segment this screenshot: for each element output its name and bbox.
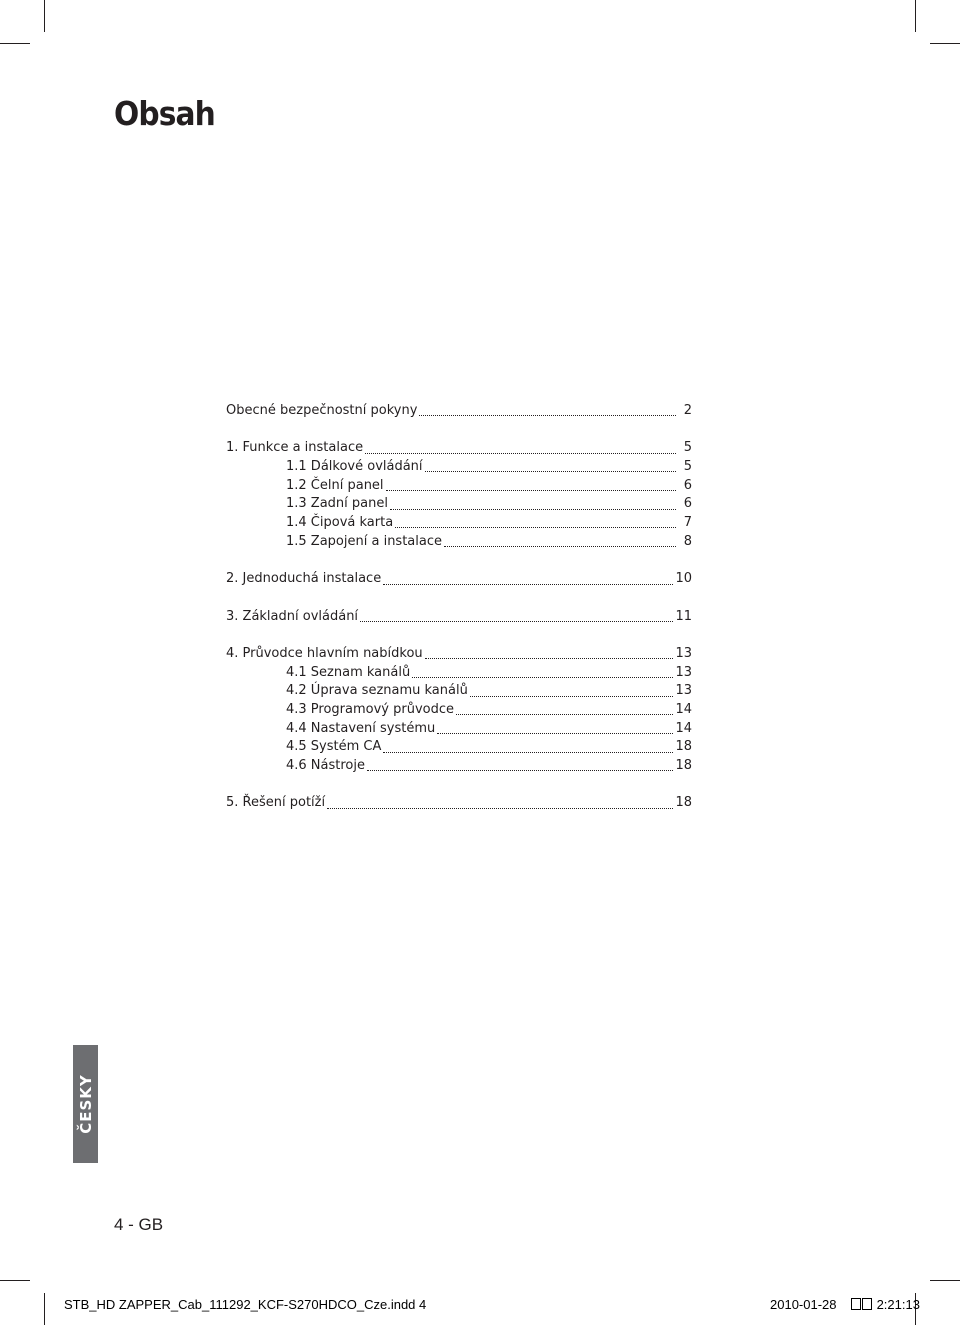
toc-entry-label: 4.5 Systém CA	[286, 739, 382, 755]
toc-leader-dots	[444, 545, 676, 547]
crop-mark-top-right	[930, 43, 960, 44]
toc-leader-dots	[395, 526, 676, 528]
toc-entry	[226, 720, 692, 739]
missing-glyph-icon	[862, 1298, 872, 1310]
toc-leader-dots	[383, 583, 673, 585]
toc-leader-dots	[365, 452, 676, 454]
toc-entry-page: 14	[675, 702, 692, 717]
page-number: 4 - GB	[114, 1215, 164, 1234]
toc-entry-label: 4.4 Nastavení systému	[286, 720, 436, 736]
toc-entry	[226, 701, 692, 720]
toc-entry-page: 13	[675, 645, 692, 661]
toc-entry	[226, 664, 692, 683]
toc-entry-page: 6	[683, 477, 692, 493]
missing-glyph-icon	[851, 1298, 861, 1310]
crop-mark-bottom-right	[930, 1280, 960, 1281]
toc-entry	[226, 439, 692, 458]
toc-leader-dots	[412, 676, 673, 678]
toc-entry-label: Obecné bezpečnostní pokyny	[226, 403, 418, 418]
toc-leader-dots	[419, 414, 676, 416]
toc-entry-label: 1.5 Zapojení a instalace	[286, 533, 442, 549]
toc-leader-dots	[367, 769, 673, 771]
toc-entry-label: 4.6 Nástroje	[286, 758, 365, 774]
toc-entry-page: 8	[683, 533, 692, 549]
toc-entry	[226, 495, 692, 514]
toc-entry-page: 13	[675, 664, 692, 680]
crop-mark-top-left	[0, 43, 30, 44]
toc-entry-page: 6	[683, 496, 692, 512]
toc-entry-page: 5	[683, 459, 692, 475]
toc-entry-label: 1.4 Čipová karta	[286, 515, 394, 531]
toc-entry-page: 5	[683, 440, 692, 456]
toc-entry-label: 4. Průvodce hlavním nabídkou	[226, 645, 423, 661]
print-slug-date: 2010-01-28	[770, 1297, 837, 1312]
toc-entry	[226, 570, 692, 589]
toc-entry	[226, 682, 692, 701]
page-title: Obsah	[114, 94, 215, 133]
language-tab-label: ČESKY	[76, 1074, 95, 1134]
toc-entry-page: 14	[675, 720, 692, 736]
toc-entry-page: 18	[675, 795, 692, 811]
toc-leader-dots	[383, 751, 673, 753]
language-tab	[73, 1045, 98, 1163]
toc-entry	[226, 645, 692, 664]
toc-entry	[226, 477, 692, 496]
toc-leader-dots	[437, 732, 673, 734]
toc-leader-dots	[390, 508, 676, 510]
toc-entry-label: 1.2 Čelní panel	[286, 477, 384, 493]
toc-leader-dots	[360, 620, 673, 622]
toc-entry-label: 4.2 Úprava seznamu kanálů	[286, 683, 468, 699]
toc-leader-dots	[470, 695, 674, 697]
toc-entry	[226, 608, 692, 627]
print-slug-timestamp	[770, 1297, 920, 1312]
toc-entry	[226, 402, 692, 421]
toc-entry	[226, 514, 692, 533]
toc-entry-label: 4.3 Programový průvodce	[286, 702, 455, 717]
toc-entry-label: 1.3 Zadní panel	[286, 496, 388, 512]
toc-entry-page: 11	[675, 608, 692, 624]
toc-entry-page: 13	[675, 683, 692, 699]
toc-entry	[226, 757, 692, 776]
toc-entry-label: 1.1 Dálkové ovládání	[286, 459, 423, 475]
print-slug-time: 2:21:13	[876, 1297, 920, 1312]
toc-entry-page: 7	[683, 515, 692, 531]
toc-entry-label: 3. Základní ovládání	[226, 608, 359, 624]
toc-entry-page: 18	[675, 758, 692, 774]
crop-mark-top-left	[44, 0, 45, 32]
crop-mark-top-right	[915, 0, 916, 32]
toc-leader-dots	[386, 489, 676, 491]
toc-entry-page: 2	[683, 403, 692, 418]
toc-leader-dots	[456, 713, 673, 715]
toc-leader-dots	[327, 807, 673, 809]
toc-entry-label: 4.1 Seznam kanálů	[286, 664, 411, 680]
toc-entry-label: 2. Jednoduchá instalace	[226, 571, 382, 587]
toc-entry	[226, 458, 692, 477]
toc-leader-dots	[425, 470, 676, 472]
toc-leader-dots	[425, 657, 674, 659]
toc-entry-page: 10	[675, 571, 692, 587]
print-slug-filename: STB_HD ZAPPER_Cab_111292_KCF-S270HDCO_Cze.indd 4	[64, 1297, 427, 1312]
table-of-contents	[226, 402, 692, 813]
crop-mark-bottom-left	[44, 1293, 45, 1325]
crop-mark-bottom-left	[0, 1280, 30, 1281]
toc-entry	[226, 738, 692, 757]
toc-entry-label: 1. Funkce a instalace	[226, 440, 364, 456]
toc-entry-label: 5. Řešení potíží	[226, 795, 326, 811]
toc-entry	[226, 794, 692, 813]
toc-entry-page: 18	[675, 739, 692, 755]
toc-entry	[226, 533, 692, 552]
